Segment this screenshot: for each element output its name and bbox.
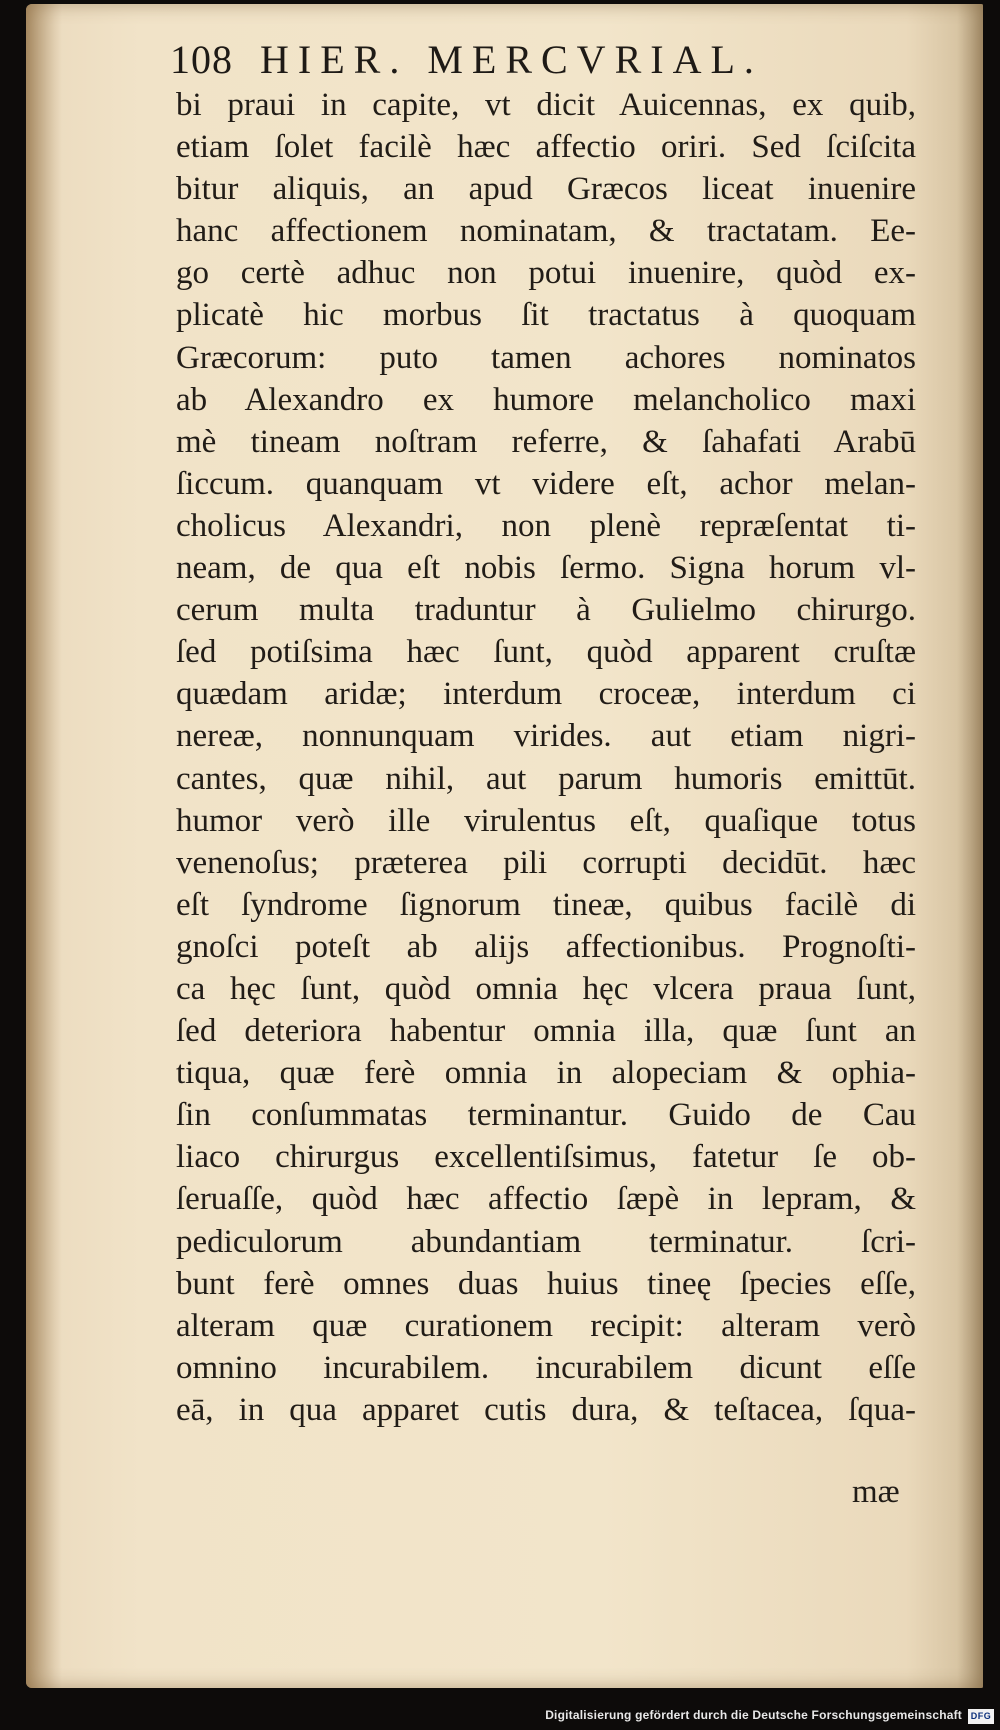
text-line: omnino incurabilem. incurabilem dicunt eſſe xyxy=(176,1349,916,1386)
text-line: ſed potiſsima hæc ſunt, quòd apparent cruſtæ xyxy=(176,634,916,671)
catchword: mæ xyxy=(852,1474,900,1510)
text-line: alteram quæ curationem recipit: alteram verò xyxy=(176,1307,916,1344)
text-line: ſin conſummatas terminantur. Guido de Cau xyxy=(176,1097,916,1134)
text-line: quædam aridæ; interdum croceæ, interdum ci xyxy=(176,676,916,713)
text-line: hanc affectionem nominatam, & tractatam. Ee- xyxy=(176,213,916,250)
text-line: gnoſci poteſt ab alijs affectionibus. Prognoſti- xyxy=(176,928,916,965)
text-line: ſeruaſſe, quòd hæc affectio ſæpè in lepram, & xyxy=(176,1181,916,1218)
text-line: mè tineam noſtram referre, & ſahafati Arabū xyxy=(176,423,916,460)
text-line: nereæ, nonnunquam virides. aut etiam nigri- xyxy=(176,718,916,755)
text-line: go certè adhuc non potui inuenire, quòd ex- xyxy=(176,255,916,292)
text-line: venenoſus; præterea pili corrupti decidūt. hæc xyxy=(176,844,916,881)
text-line: ſed deteriora habentur omnia illa, quæ ſunt an xyxy=(176,1013,916,1050)
text-line: bi praui in capite, vt dicit Auicennas, ex quib, xyxy=(176,87,916,123)
page-edge-shadow xyxy=(957,4,983,1688)
text-line: bunt ferè omnes duas huius tineę ſpecies eſſe, xyxy=(176,1265,916,1302)
text-line: neam, de qua eſt nobis ſermo. Signa horum vl- xyxy=(176,550,916,587)
text-line: plicatè hic morbus ſit tractatus à quoquam xyxy=(176,297,916,334)
running-head xyxy=(170,36,870,90)
text-line: humor verò ille virulentus eſt, quaſique totus xyxy=(176,802,916,839)
text-line: liaco chirurgus excellentiſsimus, fatetur ſe ob- xyxy=(176,1139,916,1176)
text-line: cerum multa traduntur à Gulielmo chirurgo. xyxy=(176,592,916,629)
body-text xyxy=(176,84,916,1431)
text-line: ca hęc ſunt, quòd omnia hęc vlcera praua ſunt, xyxy=(176,970,916,1007)
page-spine-shadow xyxy=(26,4,62,1688)
text-line: eā, in qua apparet cutis dura, & teſtacea, ſqua- xyxy=(176,1391,916,1428)
text-line: Græcorum: puto tamen achores nominatos xyxy=(176,339,916,376)
text-line: cholicus Alexandri, non plenè repræſentat ti- xyxy=(176,507,916,544)
dfg-logo-icon: DFG xyxy=(968,1709,994,1724)
text-line: etiam ſolet facilè hæc affectio oriri. Sed ſciſcita xyxy=(176,129,916,166)
running-title: HIER. MERCVRIAL. xyxy=(260,37,763,82)
page-number: 108 xyxy=(170,37,233,82)
text-line: ab Alexandro ex humore melancholico maxi xyxy=(176,381,916,418)
text-line: ſiccum. quanquam vt videre eſt, achor melan- xyxy=(176,465,916,502)
text-line: pediculorum abundantiam terminatur. ſcri- xyxy=(176,1223,916,1260)
text-line: tiqua, quæ ferè omnia in alopeciam & ophia- xyxy=(176,1055,916,1092)
text-line: cantes, quæ nihil, aut parum humoris emittūt. xyxy=(176,760,916,797)
funding-credit: Digitalisierung gefördert durch die Deutsche Forschungsgemeinschaft xyxy=(545,1708,962,1722)
text-line: eſt ſyndrome ſignorum tineæ, quibus facilè di xyxy=(176,886,916,923)
text-line: bitur aliquis, an apud Græcos liceat inuenire xyxy=(176,171,916,208)
footer-bar xyxy=(0,1706,1000,1730)
